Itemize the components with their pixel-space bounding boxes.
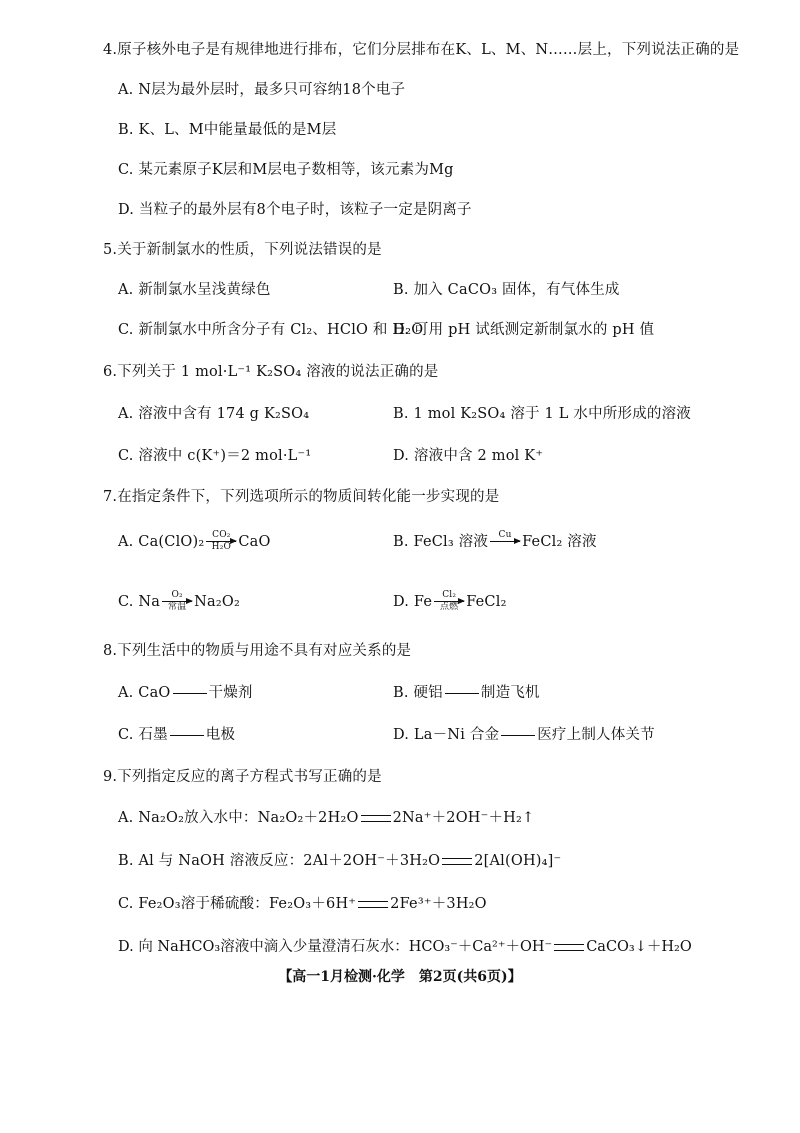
q7a-product: CaO [238, 533, 271, 550]
q8-option-c [118, 725, 235, 745]
dash-line [445, 693, 479, 694]
q7a-condition-top: CO₂ [212, 530, 231, 540]
q8-option-b [393, 683, 540, 703]
q8d-substance: D. La－Ni 合金 [393, 727, 500, 743]
q6-option-c: C. 溶液中 c(K⁺)＝2 mol·L⁻¹ [118, 448, 312, 464]
equals-sign-icon [554, 944, 584, 951]
q5-option-d: D. 可用 pH 试纸测定新制氯水的 pH 值 [393, 322, 655, 338]
q5-stem: 5.关于新制氯水的性质，下列说法错误的是 [103, 242, 382, 258]
equals-sign-icon [442, 858, 472, 865]
q8c-substance: C. 石墨 [118, 727, 168, 743]
q7c-condition-bottom: 常温 [167, 602, 187, 612]
q4-option-a: A. N层为最外层时，最多只可容纳18个电子 [118, 82, 406, 98]
q7c-reactant: C. Na [118, 593, 161, 610]
q8d-use: 医疗上制人体关节 [537, 727, 655, 743]
q9c-reactants: C. Fe₂O₃溶于稀硫酸：Fe₂O₃＋6H⁺ [118, 896, 357, 912]
q8b-substance: B. 硬铝 [393, 685, 443, 701]
q7d-product: FeCl₂ [466, 593, 507, 610]
q8a-use: 干燥剂 [208, 685, 253, 701]
q8a-substance: A. CaO [118, 685, 171, 701]
page-footer: 【高一1月检测·化学 第2页(共6页)】 [278, 969, 522, 985]
q7-option-a [118, 530, 271, 553]
q4-option-d: D. 当粒子的最外层有8个电子时，该粒子一定是阴离子 [118, 202, 472, 218]
q6-option-d: D. 溶液中含 2 mol K⁺ [393, 448, 544, 464]
q7d-condition-bottom: 点燃 [439, 602, 459, 612]
q8-option-d [393, 725, 655, 745]
dash-line [501, 735, 535, 736]
q7c-arrow-icon [162, 590, 192, 613]
q9a-reactants: A. Na₂O₂放入水中：Na₂O₂＋2H₂O [118, 810, 359, 826]
q8b-use: 制造飞机 [480, 685, 540, 701]
equals-sign-icon [361, 815, 391, 822]
q7b-reactant: B. FeCl₃ 溶液 [393, 533, 489, 550]
q7c-product: Na₂O₂ [194, 593, 240, 610]
q4-option-c: C. 某元素原子K层和M层电子数相等，该元素为Mg [118, 162, 454, 178]
q7-option-d [393, 590, 507, 613]
q7-stem: 7.在指定条件下，下列选项所示的物质间转化能一步实现的是 [103, 489, 500, 505]
q7a-condition-bottom: H₂O [211, 542, 232, 552]
q7-option-b [393, 530, 597, 553]
q7c-condition-top: O₂ [171, 590, 183, 600]
q6-option-b: B. 1 mol K₂SO₄ 溶于 1 L 水中所形成的溶液 [393, 406, 692, 422]
q6-stem: 6.下列关于 1 mol·L⁻¹ K₂SO₄ 溶液的说法正确的是 [103, 364, 439, 380]
q7b-product: FeCl₂ 溶液 [522, 533, 597, 550]
equals-sign-icon [358, 901, 388, 908]
q7a-reactant: A. Ca(ClO)₂ [118, 533, 205, 550]
q9b-reactants: B. Al 与 NaOH 溶液反应：2Al＋2OH⁻＋3H₂O [118, 853, 441, 869]
q5-option-b: B. 加入 CaCO₃ 固体，有气体生成 [393, 282, 620, 298]
dash-line [170, 735, 204, 736]
q7a-arrow-icon [206, 530, 236, 553]
q4-stem: 4.原子核外电子是有规律地进行排布，它们分层排布在K、L、M、N……层上，下列说法正确的是 [103, 42, 740, 58]
q8c-use: 电极 [205, 727, 236, 743]
dash-line [173, 693, 207, 694]
q8-stem: 8.下列生活中的物质与用途不具有对应关系的是 [103, 643, 412, 659]
q4-option-b: B. K、L、M中能量最低的是M层 [118, 122, 337, 138]
q9b-products: 2[Al(OH)₄]⁻ [474, 853, 562, 869]
q7d-arrow-icon [434, 590, 464, 613]
q7d-reactant: D. Fe [393, 593, 433, 610]
q5-option-a: A. 新制氯水呈浅黄绿色 [118, 282, 271, 298]
q7b-condition-top: Cu [498, 530, 512, 540]
q9-stem: 9.下列指定反应的离子方程式书写正确的是 [103, 769, 382, 785]
q7b-arrow-icon [490, 530, 520, 553]
q9-option-c [118, 894, 487, 914]
q9-option-b [118, 851, 561, 871]
q6-option-a: A. 溶液中含有 174 g K₂SO₄ [118, 406, 310, 422]
q9-option-a [118, 808, 534, 828]
q9-option-d [118, 937, 692, 957]
q7-option-c [118, 590, 240, 613]
q9c-products: 2Fe³⁺＋3H₂O [390, 896, 487, 912]
q7d-condition-top: Cl₂ [442, 590, 457, 600]
q8-option-a [118, 683, 253, 703]
q5-option-c: C. 新制氯水中所含分子有 Cl₂、HClO 和 H₂O [118, 322, 424, 338]
q9d-products: CaCO₃↓＋H₂O [586, 939, 692, 955]
q9d-reactants: D. 向 NaHCO₃溶液中滴入少量澄清石灰水：HCO₃⁻＋Ca²⁺＋OH⁻ [118, 939, 553, 955]
q9a-products: 2Na⁺＋2OH⁻＋H₂↑ [392, 810, 535, 826]
